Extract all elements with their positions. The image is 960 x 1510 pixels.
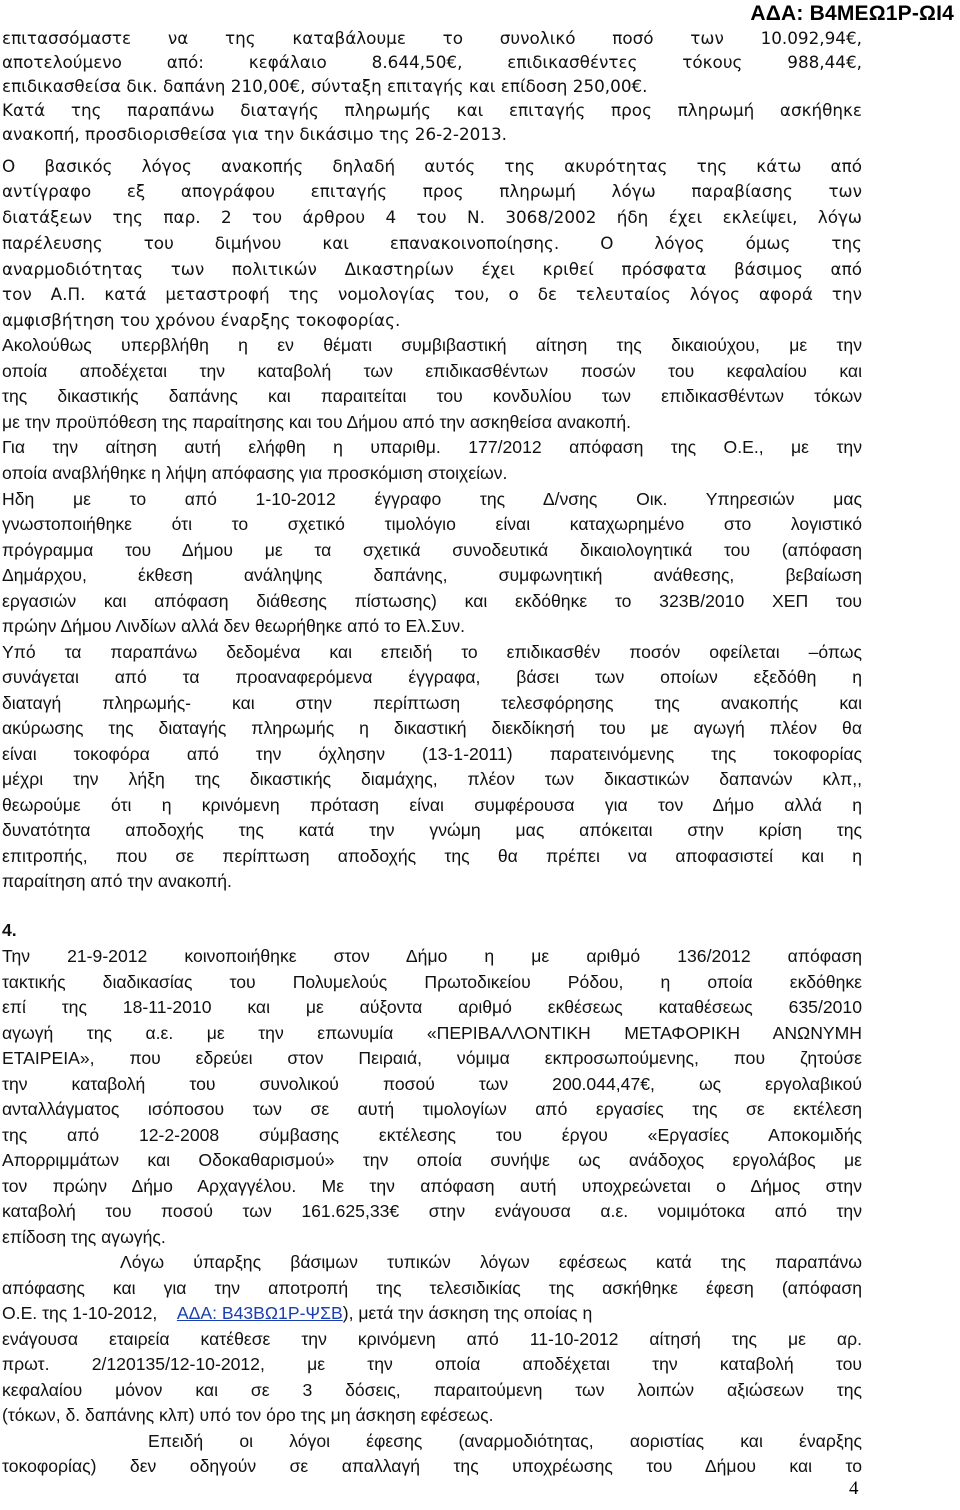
text-line: Ακολούθως υπερβλήθη η εν θέματι συμβιβαστική αίτηση της δικαιούχου, με την xyxy=(2,335,862,355)
text-line: επί της 18-11-2010 και με αύξοντα αριθμό εκθέσεως καταθέσεως 635/2010 xyxy=(2,997,862,1017)
text-line: Ο βασικός λόγος ανακοπής δηλαδή αυτός της ακυρότητας της κάτω από xyxy=(2,156,862,176)
text-line: Ηδη με το από 1-10-2012 έγγραφο της Δ/νσης Οικ. Υπηρεσιών μας xyxy=(2,489,862,509)
text-line: αμφισβήτηση του χρόνου έναρξης τοκοφορίας. xyxy=(2,310,401,330)
page-number: 4 xyxy=(849,1478,859,1499)
text-line: πρωτ. 2/120135/12-10-2012, με την οποία αποδέχεται την καταβολή του xyxy=(2,1354,862,1374)
text-line: Υπό τα παραπάνω δεδομένα και επειδή το επιδικασθέν ποσόν οφείλεται –όπως xyxy=(2,642,862,662)
text-line: (τόκων, δ. δαπάνης κλπ) υπό τον όρο της μη άσκηση εφέσεως. xyxy=(2,1405,494,1425)
text-line: Επειδή οι λόγοι έφεσης (αναρμοδιότητας, αοριστίας και έναρξης xyxy=(148,1431,862,1451)
text-line: συνάγεται από τα προαναφερόμενα έγγραφα, βάσει των οποίων εξεδόθη η xyxy=(2,667,862,687)
text-line: πρώην Δήμου Λινδίων αλλά δεν θεωρήθηκε από το Ελ.Συν. xyxy=(2,616,466,636)
text-line: τον Α.Π. κατά μεταστροφή της νομολογίας του, ο δε τελευταίος λόγος αφορά την xyxy=(2,284,862,304)
text-line: παραίτηση από την ανακοπή. xyxy=(2,871,232,891)
text-line: οποία αποδέχεται την καταβολή των επιδικασθέντων ποσών του κεφαλαίου και xyxy=(2,361,862,381)
text-line: με την προϋπόθεση της παραίτησης και του Δήμου από την ασκηθείσα ανακοπή. xyxy=(2,412,632,432)
text-segment: Ο.Ε. της 1-10-2012, xyxy=(2,1303,158,1323)
text-line: τακτικής διαδικασίας του Πολυμελούς Πρωτοδικείου Ρόδου, η οποία εκδόθηκε xyxy=(2,972,862,992)
text-line: καταβολή του ποσού των 161.625,33€ στην ενάγουσα α.ε. νομιμότοκα από την xyxy=(2,1201,862,1221)
text-line: είναι τοκοφόρα από την όχλησην (13-1-2011) παρατεινόμενης της τοκοφορίας xyxy=(2,744,862,764)
text-line: Κατά της παραπάνω διαταγής πληρωμής και επιταγής προς πληρωμή ασκήθηκε xyxy=(2,100,862,120)
text-line: επιτασσόμαστε να της καταβάλουμε το συνολικό ποσό των 10.092,94€, xyxy=(2,28,862,48)
text-line: οποία αναβλήθηκε η λήψη απόφασης για προσκόμιση στοιχείων. xyxy=(2,463,508,483)
text-line: ακύρωσης της διαταγής πληρωμής η δικαστική διεκδίκησή του με αγωγή πλέον θα xyxy=(2,718,862,738)
text-line: Λόγω ύπαρξης βάσιμων τυπικών λόγων εφέσεως κατά της παραπάνω xyxy=(120,1252,862,1272)
text-line: αποτελούμενο από: κεφάλαιο 8.644,50€, επιδικασθέντες τόκους 988,44€, xyxy=(2,52,862,72)
text-line: δυνατότητα αποδοχής της κατά την γνώμη μας απόκειται στην κρίση της xyxy=(2,820,862,840)
section-number: 4. xyxy=(2,920,17,940)
text-line: αναρμοδιότητας των πολιτικών Δικαστηρίων έχει κριθεί πρόσφατα βάσιμος από xyxy=(2,259,862,279)
text-line: Την 21-9-2012 κοινοποιήθηκε στον Δήμο η με αριθμό 136/2012 απόφαση xyxy=(2,946,862,966)
text-line: ενάγουσα εταιρεία κατέθεσε την κρινόμενη από 11-10-2012 αίτησή της με αρ. xyxy=(2,1329,862,1349)
text-line: ανταλλάγματος ισόποσου των σε αυτή τιμολογίων από εργασίες της σε εκτέλεση xyxy=(2,1099,862,1119)
text-line-with-link xyxy=(2,1301,862,1325)
text-line: απόφασης και για την αποτροπή της τελεσιδικίας της ασκήθηκε έφεση (απόφαση xyxy=(2,1278,862,1298)
text-line: παρέλευσης του διμήνου και επανακοινοποίησης. Ο λόγος όμως της xyxy=(2,233,862,253)
ada-reference-link[interactable]: ΑΔΑ: Β43ΒΩ1Ρ-ΨΣΒ xyxy=(176,1303,343,1323)
text-line: ΕΤΑΙΡΕΙΑ», που εδρεύει στον Πειραιά, νόμιμα εκπροσωπούμενης, που ζητούσε xyxy=(2,1048,862,1068)
text-line: εργασιών και απόφαση διάθεσης πίστωσης) και εκδόθηκε το 323Β/2010 ΧΕΠ του xyxy=(2,591,862,611)
text-line: πρόγραμμα του Δήμου με τα σχετικά συνοδευτικά δικαιολογητικά του (απόφαση xyxy=(2,540,862,560)
text-line: τον πρώην Δήμο Αρχαγγέλου. Με την απόφαση αυτή υποχρεώνεται ο Δήμος στην xyxy=(2,1176,862,1196)
text-line: επιτροπής, που σε περίπτωση αποδοχής της θα πρέπει να αποφασιστεί και η xyxy=(2,846,862,866)
text-line: επίδοση της αγωγής. xyxy=(2,1227,166,1247)
text-segment: ), μετά την άσκηση της οποίας η xyxy=(342,1303,593,1323)
text-line: Για την αίτηση αυτή ελήφθη η υπαριθμ. 177/2012 απόφαση της Ο.Ε., με την xyxy=(2,437,862,457)
text-line: διαταγή πληρωμής- και στην περίπτωση τελεσφόρησης της ανακοπής και xyxy=(2,693,862,713)
text-line: Απορριμμάτων και Οδοκαθαρισμού» την οποία συνήψε ως ανάδοχος εργολάβος με xyxy=(2,1150,862,1170)
text-line: αγωγή της α.ε. με την επωνυμία «ΠΕΡΙΒΑΛΛΟΝΤΙΚΗ ΜΕΤΑΦΟΡΙΚΗ ΑΝΩΝΥΜΗ xyxy=(2,1023,862,1043)
text-line: ανακοπή, προσδιορισθείσα για την δικάσιμο της 26-2-2013. xyxy=(2,124,507,144)
text-line: αντίγραφο εξ απογράφου επιταγής προς πληρωμή λόγω παραβίασης των xyxy=(2,181,862,201)
text-line: την καταβολή του συνολικού ποσού των 200.044,47€, ως εργολαβικού xyxy=(2,1074,862,1094)
text-line: τοκοφορίας) δεν οδηγούν σε απαλλαγή της υποχρέωσης του Δήμου και το xyxy=(2,1456,862,1476)
text-line: της δικαστικής δαπάνης και παραιτείται του κονδυλίου των επιδικασθέντων τόκων xyxy=(2,386,862,406)
text-line: μέχρι την λήξη της δικαστικής διαμάχης, πλέον των δικαστικών δαπανών κλπ,, xyxy=(2,769,862,789)
text-line: κεφαλαίου μόνον και σε 3 δόσεις, παραιτούμενη των λοιπών αξιώσεων της xyxy=(2,1380,862,1400)
text-line: διατάξεων της παρ. 2 του άρθρου 4 του Ν. 3068/2002 ήδη έχει εκλείψει, λόγω xyxy=(2,207,862,227)
text-line: επιδικασθείσα δικ. δαπάνη 210,00€, σύνταξη επιταγής και επίδοση 250,00€. xyxy=(2,76,648,96)
ada-code-header: ΑΔΑ: Β4ΜΕΩ1Ρ-ΩΙ4 xyxy=(750,2,954,25)
text-line: γνωστοποιήθηκε ότι το σχετικό τιμολόγιο είναι καταχωρημένο στο λογιστικό xyxy=(2,514,862,534)
text-line: της από 12-2-2008 σύμβασης εκτέλεσης του έργου «Εργασίες Αποκομιδής xyxy=(2,1125,862,1145)
text-line: θεωρούμε ότι η κρινόμενη πρόταση είναι συμφέρουσα για τον Δήμο αλλά η xyxy=(2,795,862,815)
text-line: Δημάρχου, έκθεση ανάληψης δαπάνης, συμφωνητική ανάθεσης, βεβαίωση xyxy=(2,565,862,585)
